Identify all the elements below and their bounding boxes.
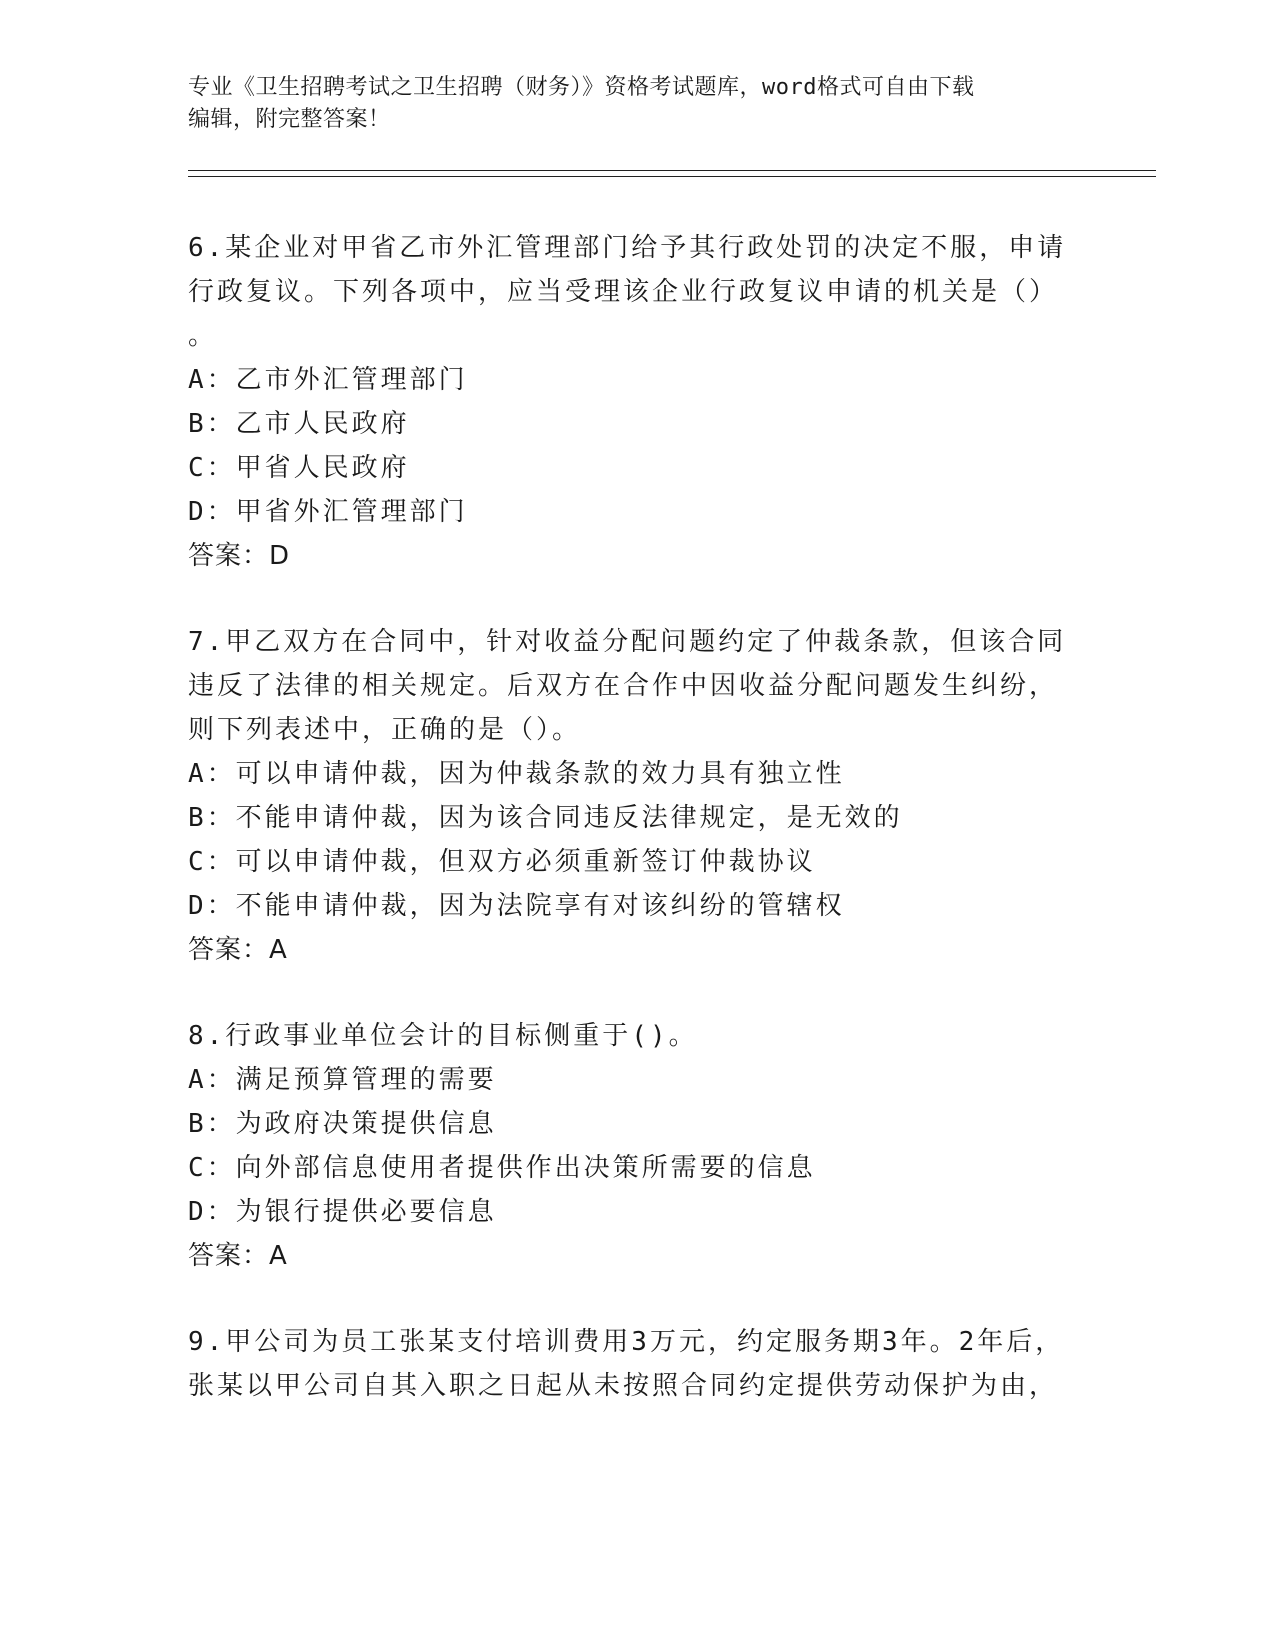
question-7-line-3: 则下列表述中，正确的是（）。 [188, 715, 582, 745]
question-7-line-2: 违反了法律的相关规定。后双方在合作中因收益分配问题发生纠纷， [188, 671, 1059, 701]
question-6-answer: 答案：D [188, 541, 291, 571]
question-8-option-a: A：满足预算管理的需要 [188, 1065, 497, 1095]
question-7-line-1: 7.甲乙双方在合同中，针对收益分配问题约定了仲裁条款，但该合同 [188, 627, 1067, 657]
question-6-option-c: C：甲省人民政府 [188, 453, 410, 483]
question-9-line-2: 张某以甲公司自其入职之日起从未按照合同约定提供劳动保护为由， [188, 1371, 1059, 1401]
question-7-option-c: C：可以申请仲裁，但双方必须重新签订仲裁协议 [188, 847, 816, 877]
question-7-answer: 答案：A [188, 935, 288, 965]
question-6-line-2: 行政复议。下列各项中，应当受理该企业行政复议申请的机关是（） [188, 277, 1059, 307]
question-7-option-a: A：可以申请仲裁，因为仲裁条款的效力具有独立性 [188, 759, 845, 789]
header-line-2: 编辑，附完整答案！ [188, 107, 391, 132]
question-6-option-b: B：乙市人民政府 [188, 409, 410, 439]
question-8-option-b: B：为政府决策提供信息 [188, 1109, 497, 1139]
question-7-option-b: B：不能申请仲裁，因为该合同违反法律规定，是无效的 [188, 803, 903, 833]
question-8-option-d: D：为银行提供必要信息 [188, 1197, 497, 1227]
question-6-line-3: 。 [188, 321, 218, 351]
question-6-line-1: 6.某企业对甲省乙市外汇管理部门给予其行政处罚的决定不服，申请 [188, 233, 1067, 263]
question-7-option-d: D：不能申请仲裁，因为法院享有对该纠纷的管辖权 [188, 891, 845, 921]
header-divider-bottom [188, 176, 1156, 177]
question-8-line-1: 8.行政事业单位会计的目标侧重于()。 [188, 1021, 698, 1051]
question-6-option-a: A：乙市外汇管理部门 [188, 365, 468, 395]
question-8-option-c: C：向外部信息使用者提供作出决策所需要的信息 [188, 1153, 816, 1183]
question-9-line-1: 9.甲公司为员工张某支付培训费用3万元，约定服务期3年。2年后， [188, 1327, 1065, 1357]
header-line-1: 专业《卫生招聘考试之卫生招聘（财务）》资格考试题库，word格式可自由下载 [188, 75, 975, 100]
header-divider-top [188, 170, 1156, 171]
question-8-answer: 答案：A [188, 1241, 288, 1271]
question-6-option-d: D：甲省外汇管理部门 [188, 497, 468, 527]
